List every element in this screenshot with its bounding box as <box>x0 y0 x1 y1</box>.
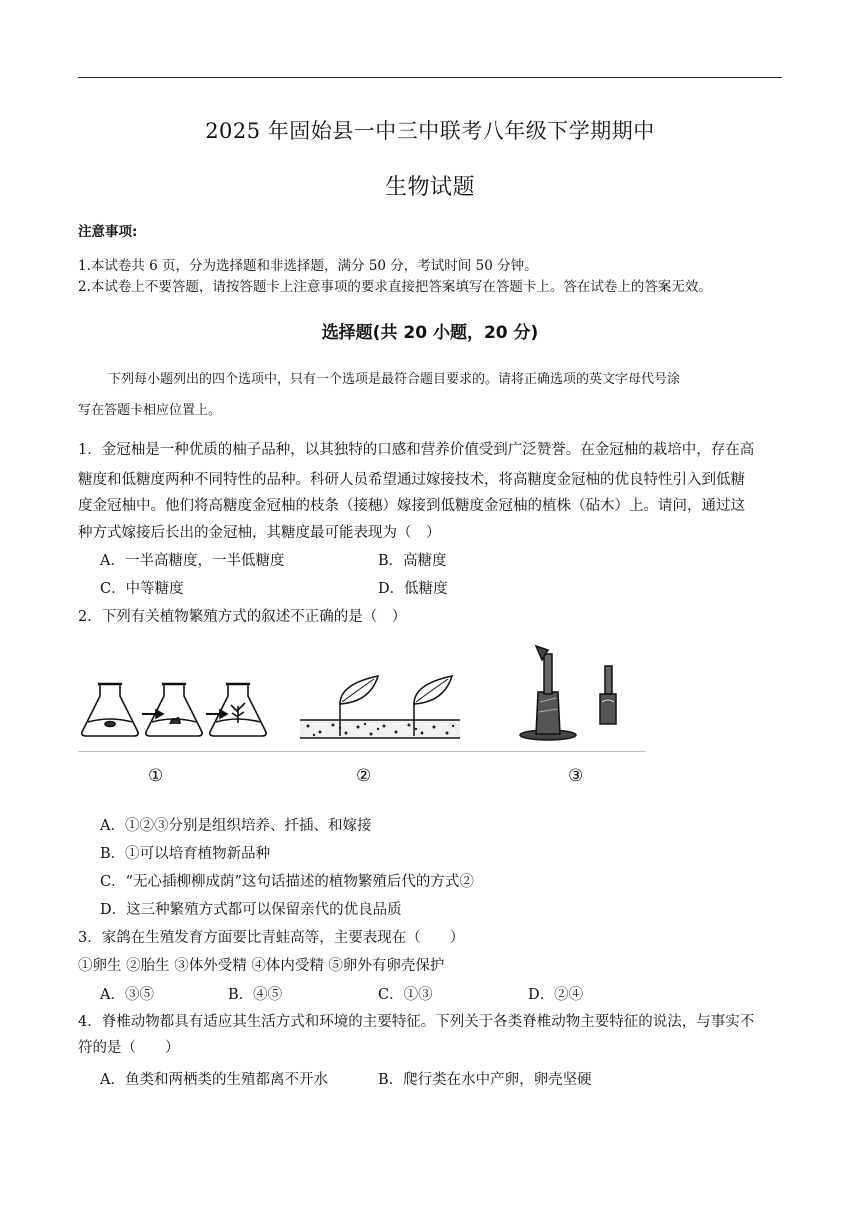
notice-item: 1.本试卷共 6 页，分为选择题和非选择题，满分 50 分，考试时间 50 分钟。 <box>78 258 538 274</box>
question-4-text: 符的是（ ） <box>78 1040 180 1056</box>
question-3-choices: ①卵生 ②胎生 ③体外受精 ④体内受精 ⑤卵外有卵壳保护 <box>78 958 445 974</box>
question-1-option-d: D．低糖度 <box>378 581 448 597</box>
notice-heading: 注意事项: <box>78 224 138 240</box>
notice-item: 2.本试卷上不要答题，请按答题卡上注意事项的要求直接把答案填写在答题卡上。答在试卷上的答案无效。 <box>78 279 712 295</box>
question-1-text: 种方式嫁接后长出的金冠柚，其糖度最可能表现为（ ） <box>78 525 441 541</box>
question-3-option-c: C．①③ <box>378 987 433 1003</box>
propagation-figure <box>78 632 648 762</box>
exam-subject: 生物试题 <box>384 175 475 200</box>
question-2-text: 2．下列有关植物繁殖方式的叙述不正确的是（ ） <box>78 609 407 625</box>
exam-title: 2025 年固始县一中三中联考八年级下学期期中 <box>205 119 655 143</box>
section-intro: 写在答题卡相应位置上。 <box>78 403 222 418</box>
question-2-option-b: B．①可以培育植物新品种 <box>100 846 271 862</box>
question-2-option-d: D．这三种繁殖方式都可以保留亲代的优良品质 <box>100 902 402 918</box>
question-4-text: 4．脊椎动物都具有适应其生活方式和环境的主要特征。下列关于各类脊椎动物主要特征的说法，与事实不 <box>78 1014 755 1030</box>
figure-label-2: ② <box>356 766 372 786</box>
question-1-option-a: A．一半高糖度，一半低糖度 <box>100 553 285 569</box>
question-4-option-b: B．爬行类在水中产卵，卵壳坚硬 <box>378 1072 592 1088</box>
question-1-text: 1．金冠柚是一种优质的柚子品种，以其独特的口感和营养价值受到广泛赞誉。在金冠柚的栽培中，存在高 <box>78 442 755 458</box>
figure-label-1: ① <box>148 766 164 786</box>
figure-rule <box>78 751 646 752</box>
header-rule <box>78 77 782 78</box>
question-2-option-a: A．①②③分别是组织培养、扦插、和嫁接 <box>100 818 372 834</box>
question-1-option-c: C．中等糖度 <box>100 581 184 597</box>
tissue-culture-icon <box>82 684 266 736</box>
question-1-option-b: B．高糖度 <box>378 553 447 569</box>
question-3-option-b: B．④⑤ <box>228 987 283 1003</box>
section-title: 选择题(共 20 小题，20 分) <box>321 323 539 343</box>
cutting-icon <box>300 676 460 738</box>
section-intro: 下列每小题列出的四个选项中，只有一个选项是最符合题目要求的。请将正确选项的英文字母代号涂 <box>108 372 681 387</box>
question-1-text: 糖度和低糖度两种不同特性的品种。科研人员希望通过嫁接技术，将高糖度金冠柚的优良特性引入到低糖 <box>78 472 745 488</box>
question-4-option-a: A．鱼类和两栖类的生殖都离不开水 <box>100 1072 328 1088</box>
question-3-option-a: A．③⑤ <box>100 987 154 1003</box>
figure-label-3: ③ <box>568 766 584 786</box>
question-1-text: 度金冠柚中。他们将高糖度金冠柚的枝条（接穗）嫁接到低糖度金冠柚的植株（砧木）上。请问，通过这 <box>78 498 745 514</box>
question-3-option-d: D．②④ <box>528 987 584 1003</box>
question-2-option-c: C．“无心插柳柳成荫”这句话描述的植物繁殖后代的方式② <box>100 874 474 890</box>
question-3-text: 3．家鸽在生殖发育方面要比青蛙高等，主要表现在（ ） <box>78 930 465 946</box>
grafting-icon <box>520 646 616 740</box>
